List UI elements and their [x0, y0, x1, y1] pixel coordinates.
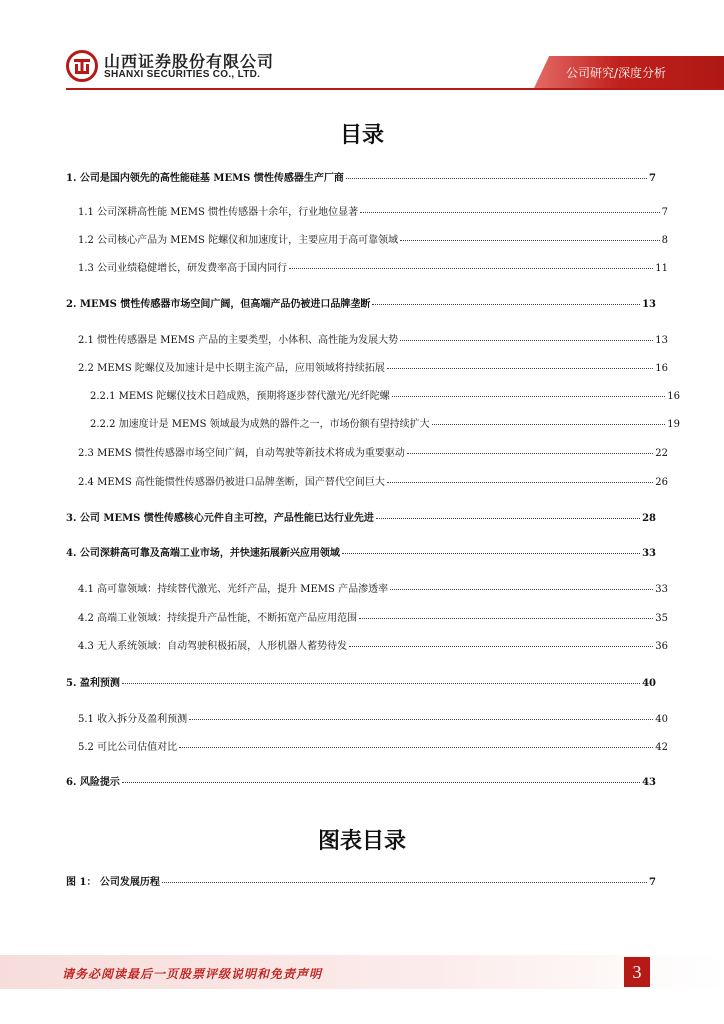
toc-entry-text: 2.1 惯性传感器是 MEMS 产品的主要类型，小体积、高性能为发展大势: [78, 335, 399, 346]
footer-disclaimer: 请务必阅读最后一页股票评级说明和免责声明: [62, 967, 323, 981]
toc-entry[interactable]: [66, 169, 656, 184]
toc-entry-page: 13: [642, 299, 656, 310]
toc-leader: [289, 268, 653, 269]
toc-entry-page: 36: [655, 641, 668, 652]
toc-entry-text: 4.2 高端工业领域：持续提升产品性能，不断拓宽产品应用范围: [78, 613, 358, 624]
toc-entry-page: 16: [667, 391, 680, 402]
toc-entry-page: 7: [661, 207, 668, 218]
toc-entry-text: 2.2.1 MEMS 陀螺仪技术日趋成熟，预期将逐步替代激光/光纤陀螺: [90, 391, 390, 402]
toc-leader: [162, 882, 647, 883]
toc-leader: [372, 304, 640, 305]
toc-entry[interactable]: [66, 359, 668, 374]
toc-entry-page: 40: [655, 714, 668, 725]
toc-entry[interactable]: [66, 637, 668, 652]
toc-entry[interactable]: [66, 259, 668, 274]
toc-entry-page: 7: [649, 173, 656, 184]
page-number: 3: [624, 957, 650, 987]
toc-entry[interactable]: [66, 387, 680, 402]
toc-leader: [122, 782, 640, 783]
toc-entry[interactable]: [66, 509, 656, 524]
toc-title: 目录: [339, 123, 384, 148]
figure-entry-page: 7: [649, 877, 656, 888]
header-divider: [66, 88, 724, 90]
toc-leader: [360, 212, 660, 213]
toc-leader: [432, 424, 666, 425]
toc-entry-text: 5.1 收入拆分及盈利预测: [78, 714, 188, 725]
figure-entry-text: 图 1： 公司发展历程: [66, 877, 160, 888]
toc-entry-page: 40: [642, 678, 656, 689]
figures-title: 图表目录: [317, 829, 406, 854]
toc-entry-text: 1.1 公司深耕高性能 MEMS 惯性传感器十余年，行业地位显著: [78, 207, 359, 218]
toc-entry[interactable]: [66, 331, 668, 346]
toc-leader: [407, 453, 653, 454]
report-category: 公司研究/深度分析: [565, 66, 666, 80]
toc-entry[interactable]: [66, 580, 668, 595]
toc-entry-page: 11: [655, 263, 668, 274]
toc-leader: [349, 646, 653, 647]
toc-entry[interactable]: [66, 674, 656, 689]
toc-entry-text: 2.2.2 加速度计是 MEMS 领域最为成熟的器件之一，市场份额有望持续扩大: [90, 419, 430, 430]
toc-entry-page: 16: [655, 363, 668, 374]
toc-leader: [342, 553, 640, 554]
toc-entry-text: 2. MEMS 惯性传感器市场空间广阔，但高端产品仍被进口品牌垄断: [66, 299, 371, 310]
toc-entry-text: 1.3 公司业绩稳健增长，研发费率高于国内同行: [78, 263, 288, 274]
toc-leader: [376, 518, 640, 519]
toc-entry-text: 4. 公司深耕高可靠及高端工业市场，并快速拓展新兴应用领域: [66, 548, 340, 559]
toc-entry-page: 8: [661, 235, 668, 246]
toc-leader: [189, 719, 653, 720]
page-header: [0, 0, 724, 100]
toc-entry[interactable]: [66, 773, 656, 788]
toc-entry-page: 43: [642, 777, 656, 788]
toc-leader: [400, 340, 653, 341]
toc-entry-page: 13: [655, 335, 668, 346]
toc-entry-text: 1.2 公司核心产品为 MEMS 陀螺仪和加速度计，主要应用于高可靠领域: [78, 235, 399, 246]
toc-entry-text: 2.4 MEMS 高性能惯性传感器仍被进口品牌垄断，国产替代空间巨大: [78, 477, 385, 488]
toc-entry[interactable]: [66, 231, 668, 246]
toc-leader: [400, 240, 660, 241]
toc-leader: [359, 618, 653, 619]
toc-entry[interactable]: [66, 295, 656, 310]
toc-leader: [392, 396, 665, 397]
toc-entry-text: 4.1 高可靠领域：持续替代激光、光纤产品，提升 MEMS 产品渗透率: [78, 584, 389, 595]
toc-entry-page: 33: [655, 584, 668, 595]
company-name-en: SHANXI SECURITIES CO., LTD.: [104, 69, 261, 80]
company-name-cn: 山西证券股份有限公司: [104, 52, 275, 71]
toc-entry-text: 4.3 无人系统领域：自动驾驶积极拓展，人形机器人蓄势待发: [78, 641, 348, 652]
toc-entry[interactable]: [66, 415, 680, 430]
toc-leader: [122, 683, 640, 684]
toc-entry-text: 1. 公司是国内领先的高性能硅基 MEMS 惯性传感器生产厂商: [66, 173, 344, 184]
toc-leader: [387, 482, 653, 483]
toc-entry[interactable]: [66, 544, 656, 559]
figure-entry[interactable]: [66, 873, 656, 888]
toc-entry-page: 42: [655, 742, 668, 753]
toc-entry-page: 28: [642, 513, 656, 524]
toc-leader: [346, 178, 647, 179]
toc-entry-text: 5.2 可比公司估值对比: [78, 742, 178, 753]
toc-entry[interactable]: [66, 203, 668, 218]
toc-entry-text: 3. 公司 MEMS 惯性传感核心元件自主可控，产品性能已达行业先进: [66, 513, 374, 524]
toc-entry-page: 22: [655, 448, 668, 459]
toc-leader: [179, 747, 653, 748]
toc-entry[interactable]: [66, 473, 668, 488]
toc-entry-page: 26: [655, 477, 668, 488]
toc-entry-page: 19: [667, 419, 680, 430]
toc-leader: [390, 589, 653, 590]
toc-entry[interactable]: [66, 444, 668, 459]
toc-entry-text: 5. 盈利预测: [66, 678, 120, 689]
company-logo-icon: [66, 50, 98, 82]
toc-entry[interactable]: [66, 738, 668, 753]
toc-entry[interactable]: [66, 609, 668, 624]
toc-entry-page: 33: [642, 548, 656, 559]
toc-entry-text: 6. 风险提示: [66, 777, 120, 788]
toc-entry-text: 2.2 MEMS 陀螺仪及加速计是中长期主流产品，应用领域将持续拓展: [78, 363, 385, 374]
toc-entry[interactable]: [66, 710, 668, 725]
toc-entry-page: 35: [655, 613, 668, 624]
toc-leader: [387, 368, 653, 369]
toc-entry-text: 2.3 MEMS 惯性传感器市场空间广阔，自动驾驶等新技术将成为重要驱动: [78, 448, 405, 459]
